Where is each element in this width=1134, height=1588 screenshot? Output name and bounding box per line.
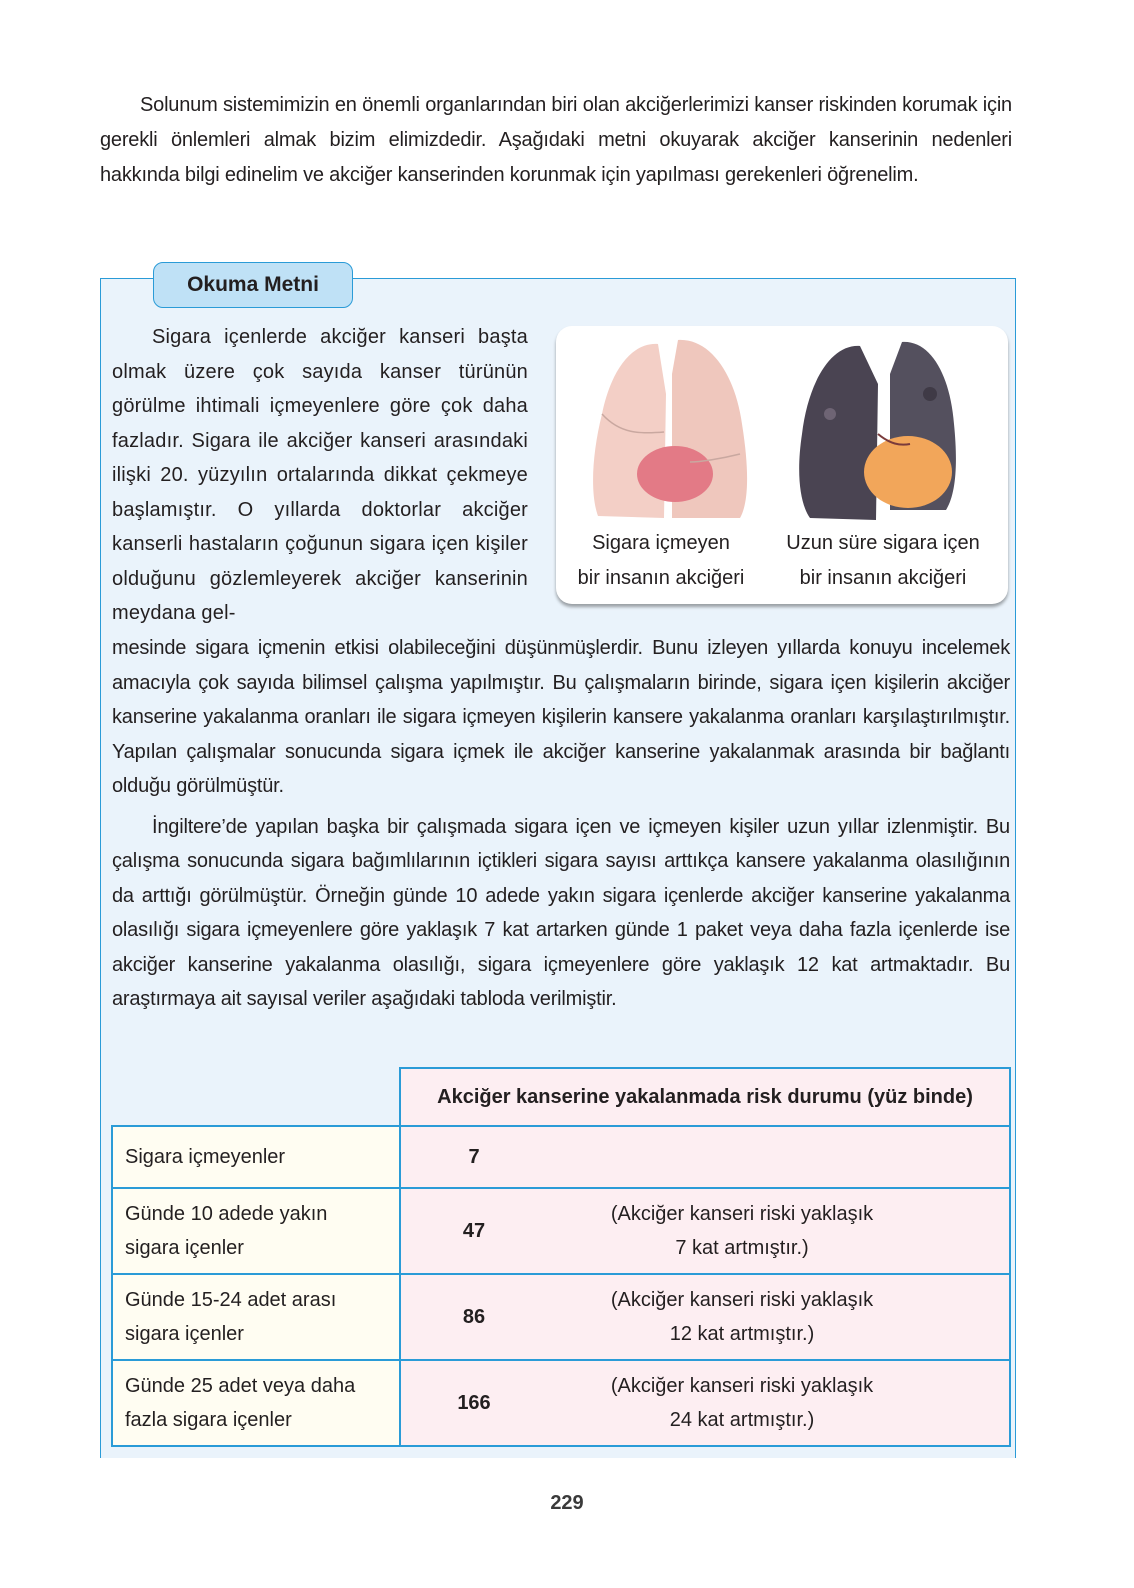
table-header-row [112,1068,1010,1126]
row-label [112,1360,400,1446]
reading-paragraph-1-continued: mesinde sigara içmenin etkisi olabileceğini düşünmüşlerdir. Bunu izleyen yıllarda konuyu incelemek amacıyla çok sayıda bilimsel çalışma yapılmıştır. Bu çalışmaların birinde, sigara içen kişilerin akciğer kanserine yakalanma oranları ile sigara içmeyen kişilerin kansere yakalanma oranları karşılaştırılmıştır. Yapılan çalışmalar sonucunda sigara içmek ile akciğer kanserine yakalanmak arasında bir bağlantı olduğu görülmüştür. [112,637,1010,797]
label-line: Günde 10 adede yakın [125,1203,328,1225]
label-line: sigara içenler [125,1237,244,1259]
row-label [112,1188,400,1274]
table-header: Akciğer kanserine yakalanmada risk durumu (yüz binde) [400,1068,1010,1126]
intro-text [100,88,1012,193]
table-row [112,1188,1010,1274]
risk-value: 47 [462,1219,486,1242]
page-number: 229 [550,1492,584,1514]
row-label [112,1126,400,1188]
smoker-lung-caption [778,526,988,596]
label-line: Günde 25 adet veya daha [125,1375,356,1397]
risk-note [546,1283,1008,1351]
note-line: (Akciğer kanseri riski yaklaşık [610,1203,874,1225]
note-line: (Akciğer kanseri riski yaklaşık [610,1289,874,1311]
risk-value: 86 [462,1305,486,1328]
row-value-cell [400,1188,1010,1274]
table-row [112,1274,1010,1360]
row-value-cell [400,1126,1010,1188]
table-row [112,1126,1010,1188]
risk-note [546,1197,1008,1265]
table-row [112,1360,1010,1446]
caption-line: bir insanın akciğeri [577,567,745,589]
row-value-cell [400,1274,1010,1360]
note-line: 24 kat artmıştır.) [669,1409,815,1431]
intro-paragraph: Solunum sistemimizin en önemli organlarından biri olan akciğerlerimizi kanser riskinden korumak için gerekli önlemleri almak bizim elimizdedir. Aşağıdaki metni okuyarak akciğer kanserinin nedenleri hakkında bilgi edinelim ve akciğer kanserinden korunmak için yapılması gerekenleri öğrenelim. [100,94,1012,186]
smoker-lung-image [790,334,970,524]
reading-column [112,320,528,631]
risk-note [546,1369,1008,1437]
row-value-cell [400,1360,1010,1446]
label-line: Günde 15-24 adet arası [125,1289,337,1311]
label-line: sigara içenler [125,1323,244,1345]
label-line: fazla sigara içenler [125,1409,292,1431]
empty-corner-cell [112,1068,400,1126]
row-label [112,1274,400,1360]
label-line: Sigara içmeyenler [125,1146,286,1168]
lung-comparison-figure [556,326,1008,604]
note-line: 7 kat artmıştır.) [675,1237,809,1259]
caption-line: bir insanın akciğeri [799,567,967,589]
reading-paragraph-2: İngiltere’de yapılan başka bir çalışmada sigara içen ve içmeyen kişiler uzun yıllar izlenmiştir. Bu çalışma sonucunda sigara bağımlılarının içtikleri sigara sayısı arttıkça kansere yakalanma olasılığının da arttığı görülmüştür. Örneğin günde 10 adede yakın sigara içenlerde akciğer kanserine yakalanma olasılığı sigara içmeyenlere göre yaklaşık 7 kat artarken günde 1 paket veya daha fazla içenlerde ise akciğer kanserine yakalanma olasılığı, sigara içmeyenlere göre yaklaşık 12 kat artmaktadır. Bu araştırmaya ait sayısal veriler aşağıdaki tabloda verilmiştir. [112,815,1010,1010]
risk-value: 166 [457,1391,491,1414]
healthy-lung-image [580,334,760,524]
risk-table [111,1067,1011,1447]
note-line: (Akciğer kanseri riski yaklaşık [610,1375,874,1397]
reading-title: Okuma Metni [153,262,353,308]
healthy-lung-caption [556,526,766,596]
caption-line: Sigara içmeyen [592,532,730,554]
risk-value: 7 [468,1145,480,1168]
note-line: 12 kat artmıştır.) [669,1323,815,1345]
reading-paragraph-1: Sigara içenlerde akciğer kanseri başta olmak üzere çok sayıda kanser türünün görülme ihtimali içmeyenlere göre çok daha fazladır. Sigara ile akciğer kanseri arasındaki ilişki 20. yüzyılın ortalarında dikkat çekmeye başlamıştır. O yıllarda doktorlar akciğer kanserli hastaların çoğunun sigara içen kişiler olduğunu gözlemleyerek akciğer kanserinin meydana gel- [112,326,528,624]
reading-continued [112,631,1010,1017]
caption-line: Uzun süre sigara içen [786,532,980,554]
